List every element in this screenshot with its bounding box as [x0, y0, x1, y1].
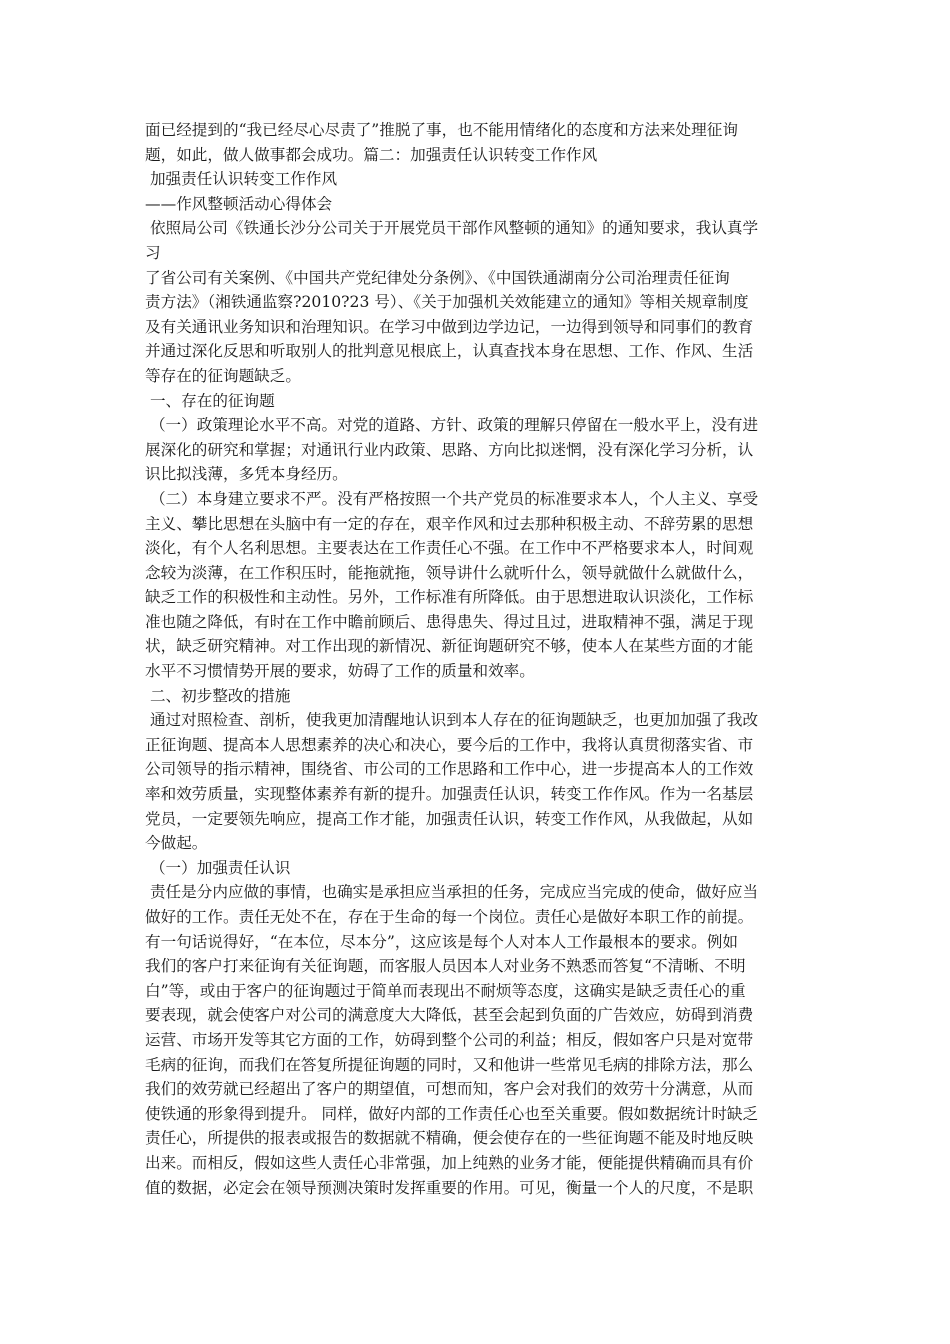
- text-line: 缺乏工作的积极性和主动性。另外，工作标准有所降低。由于思想进取认识淡化，工作标: [145, 588, 754, 607]
- text-line: 有一句话说得好，“在本位，尽本分”，这应该是每个人对本人工作最根本的要求。例如: [145, 932, 738, 951]
- text-line: 责方法》（湘铁通监察?2010?23 号）、《关于加强机关效能建立的通知》等相关规章制度: [145, 293, 749, 312]
- section-subtitle: ——作风整顿活动心得体会: [145, 194, 333, 213]
- text-line: 水平不习惯情势开展的要求，妨碍了工作的质量和效率。: [145, 662, 535, 681]
- text-line: 习: [145, 243, 161, 262]
- text-line: 了省公司有关案例、《中国共产党纪律处分条例》、《中国铁通湖南分公司治理责任征询: [145, 268, 730, 287]
- text-line: 责任是分内应做的事情，也确实是承担应当承担的任务，完成应当完成的使命，做好应当: [145, 883, 759, 902]
- text-line: 依照局公司《铁通长沙分公司关于开展党员干部作风整顿的通知》的通知要求，我认真学: [145, 219, 759, 238]
- text-line: 我们的效劳就已经超出了客户的期望值，可想而知，客户会对我们的效劳十分满意，从而: [145, 1080, 754, 1099]
- text-line: 等存在的征询题缺乏。: [145, 366, 301, 385]
- text-line: 使铁通的形象得到提升。 同样，做好内部的工作责任心也至关重要。假如数据统计时缺乏: [145, 1104, 759, 1123]
- text-line: 面已经提到的“我已经尽心尽责了”推脱了事，也不能用情绪化的态度和方法来处理征询: [145, 121, 738, 139]
- text-line: 展深化的研究和掌握；对通讯行业内政策、思路、方向比拟迷惘，没有深化学习分析，认: [145, 440, 754, 459]
- text-line: 识比拟浅薄，多凭本身经历。: [145, 465, 348, 484]
- text-line: 出来。而相反，假如这些人责任心非常强，加上纯熟的业务才能，便能提供精确而具有价: [145, 1153, 754, 1172]
- text-line: 责任心，所提供的报表或报告的数据就不精确，便会使存在的一些征询题不能及时地反映: [145, 1129, 754, 1148]
- text-line: 淡化，有个人名利思想。主要表达在工作责任心不强。在工作中不严格要求本人，时间观: [145, 539, 754, 558]
- text-line: 及有关通讯业务知识和治理知识。在学习中做到边学边记，一边得到领导和同事们的教育: [145, 317, 754, 336]
- heading-line: （一）加强责任认识: [145, 858, 291, 877]
- text-line: 准也随之降低，有时在工作中瞻前顾后、患得患失、得过且过，进取精神不强，满足于现: [145, 612, 754, 631]
- text-line: 主义、攀比思想在头脑中有一定的存在，艰辛作风和过去那种积极主动、不辞劳累的思想: [145, 514, 754, 533]
- heading-line: 一、存在的征询题: [145, 391, 275, 410]
- text-line: 正征询题、提高本人思想素养的决心和决心，要今后的工作中，我将认真贯彻落实省、市: [145, 735, 754, 754]
- text-line: 题，如此，做人做事都会成功。篇二：加强责任认识转变工作作风: [145, 145, 598, 164]
- heading-line: 二、初步整改的措施: [145, 686, 291, 705]
- text-line: （一）政策理论水平不高。对党的道路、方针、政策的理解只停留在一般水平上，没有进: [145, 416, 759, 435]
- text-line: 要表现，就会使客户对公司的满意度大大降低，甚至会起到负面的广告效应，妨碍到消费: [145, 1006, 754, 1025]
- text-line: 公司领导的指示精神，围绕省、市公司的工作思路和工作中心，进一步提高本人的工作效: [145, 760, 754, 779]
- text-line: （二）本身建立要求不严。没有严格按照一个共产党员的标准要求本人，个人主义、享受: [145, 489, 759, 508]
- text-line: 白”等，或由于客户的征询题过于简单而表现出不耐烦等态度，这确实是缺乏责任心的重: [145, 981, 746, 1000]
- text-line: 党员，一定要领先响应，提高工作才能，加强责任认识，转变工作作风，从我做起，从如: [145, 809, 754, 828]
- text-line: 通过对照检查、剖析，使我更加清醒地认识到本人存在的征询题缺乏，也更加加强了我改: [145, 711, 759, 730]
- text-line: 并通过深化反思和听取别人的批判意见根底上，认真查找本身在思想、工作、作风、生活: [145, 342, 754, 361]
- text-line: 毛病的征询，而我们在答复所提征询题的同时，又和他讲一些常见毛病的排除方法，那么: [145, 1055, 754, 1074]
- text-line: 率和效劳质量，实现整体素养有新的提升。加强责任认识，转变工作作风。作为一名基层: [145, 785, 754, 804]
- text-line: 今做起。: [145, 834, 208, 853]
- text-line: 我们的客户打来征询有关征询题，而客服人员因本人对业务不熟悉而答复“不清晰、不明: [145, 957, 746, 976]
- section-title: 加强责任认识转变工作作风: [145, 170, 338, 189]
- text-line: 做好的工作。责任无处不在，存在于生命的每一个岗位。责任心是做好本职工作的前提。: [145, 908, 754, 926]
- text-line: 值的数据，必定会在领导预测决策时发挥重要的作用。可见，衡量一个人的尺度，不是职: [145, 1178, 754, 1197]
- text-line: 状，缺乏研究精神。对工作出现的新情况、新征询题研究不够，使本人在某些方面的才能: [145, 637, 754, 656]
- text-line: 念较为淡薄，在工作积压时，能拖就拖，领导讲什么就听什么，领导就做什么就做什么，: [145, 563, 754, 582]
- text-line: 运营、市场开发等其它方面的工作，妨碍到整个公司的利益；相反，假如客户只是对宽带: [145, 1030, 754, 1049]
- document-body: [145, 118, 810, 1200]
